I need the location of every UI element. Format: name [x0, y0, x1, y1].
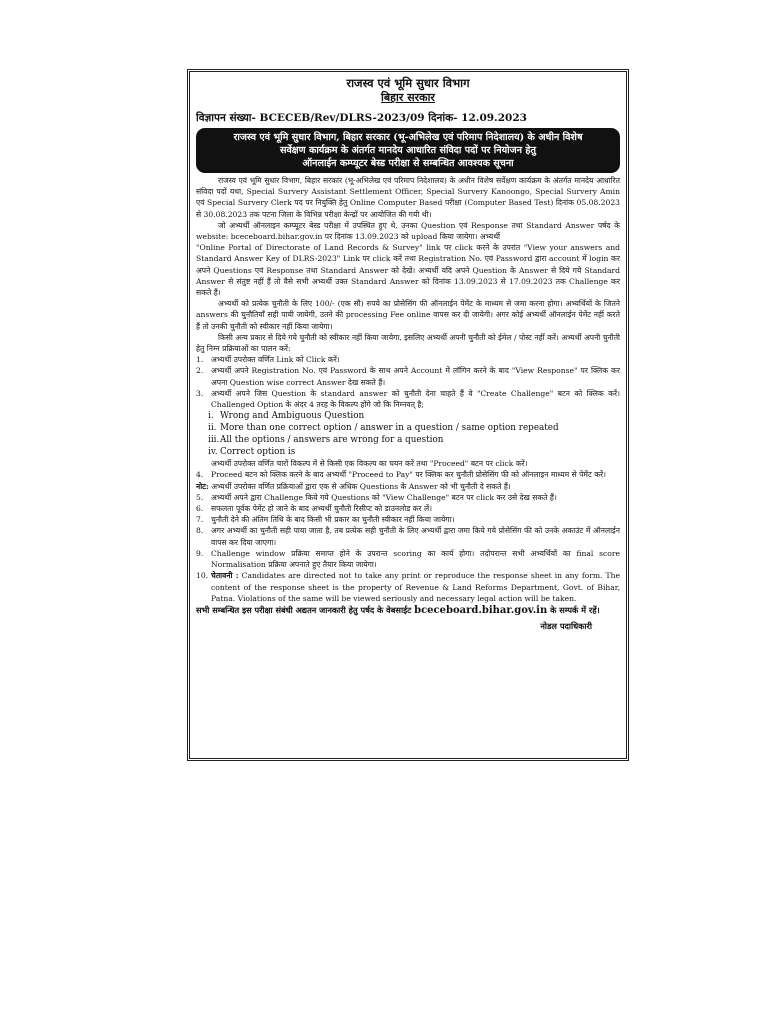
paragraph-processing-fee: अभ्यर्थी को प्रत्येक चुनौती के लिए 100/- (एक सौ) रुपये का प्रोसेसिंग फी ऑनलाईन पेमेंट के माध्यम से जमा करना होगा। अभ्यर्थियों के जितने answers की चुनौतियाँ सही पायी जायेगी, उतने की processing Fee online वापस कर दी जायेगी। अगर कोई अभ्यर्थी ऑनलाईन पेमेंट नहीं करते हैं तो उनकी चुनौती को स्वीकार नहीं किया जायेगा। [196, 299, 620, 331]
list-item: 9. Challenge window प्रक्रिया समाप्त होने के उपरान्त scoring का कार्य होगा। तदोपरान्त सभी अभ्यर्थियों का final score Normalisation प्रक्रिया अपनाते हुए तैयार किया जायेगा। [196, 548, 620, 570]
final-note: सभी सम्बन्धित इस परीक्षा संबंधी अद्यतन जानकारी हेतु पर्षद के वेबसाईट bceceboard.bihar.gov.in के सम्पर्क में रहें। [196, 604, 600, 616]
list-item: 3. अभ्यर्थी अपने जिस Question के standard answer को चुनौती देना चाहते हैं वे "Create Challenge" बटन को क्लिक करें। Challenged Option के अंदर 4 तरह के विकल्प होंगे जो कि निम्नवत् है; [196, 388, 620, 410]
paragraph-challenge-procedure: किसी अन्य प्रकार से दिये गये चुनौती को स्वीकार नहीं किया जायेगा, इसलिए अभ्यर्थी अपनी चुनौती को ईमेल / पोस्ट नहीं करें। अभ्यर्थी अपनी चुनौती हेतु निम्न प्रक्रियाओं का पालन करें: [196, 332, 620, 354]
option-item: iv. Correct option is [208, 447, 296, 458]
steps-list-final [196, 492, 620, 604]
option-item: i. Wrong and Ambiguous Question [208, 411, 365, 422]
paragraph-portal-instructions: "Online Portal of Directorate of Land Records & Survey" link पर click करने के उपरांत "View your answers and Standard Answer Key of DLRS-2023" Link पर click करें तथा Registration No. एवं Password द्वारा account में login कर अपने Questions एवं Response तथा Standard Answer को देखें। अभ्यर्थी यदि अपने Question के Answer से दिये गये Standard Answer से संतुष्ट नहीं हैं तो वैसे सभी अभ्यर्थी उक्त Standard Answer को दिनांक 13.09.2023 से 17.09.2023 तक Challenge कर सकते हैं। [196, 243, 620, 298]
title-line-3: ऑनलाईन कम्प्यूटर बेस्ड परीक्षा से सम्बन्धित आवश्यक सूचना [302, 158, 514, 169]
steps-list-continued [196, 469, 620, 480]
government-name: बिहार सरकार [381, 91, 435, 104]
note-line: नोट: अभ्यर्थी उपरोक्त वर्णित प्रक्रियाओं द्वारा एक से अधिक Questions के Answer को भी चुनौती दे सकते हैं। [196, 481, 511, 491]
department-name: राजस्व एवं भूमि सुधार विभाग [346, 76, 470, 90]
list-item: 4. Proceed बटन को क्लिक करने के बाद अभ्यर्थी "Proceed to Pay" पर क्लिक कर चुनौती प्रोसेसिंग फी को ऑनलाइन माध्यम से पेमेंट करें। [196, 470, 607, 480]
challenge-options [196, 410, 620, 458]
option-item: ii. More than one correct option / answer in a question / same option repeated [208, 423, 559, 434]
title-line-1: राजस्व एवं भूमि सुधार विभाग, बिहार सरकार (भू-अभिलेख एवं परिमाप निदेशालय) के अधीन विशेष [233, 132, 583, 143]
adv-number: BCECEB/Rev/DLRS-2023/09 [259, 112, 425, 124]
notice-document [187, 69, 629, 761]
title-bar [196, 128, 620, 173]
option-item: iii. All the options / answers are wrong for a question [208, 435, 444, 446]
signature: नोडल पदाधिकारी [540, 620, 592, 631]
option-note: अभ्यर्थी उपरोक्त वर्णित चारों विकल्प में से किसी एक विकल्प का चयन करें तथा "Proceed" बटन पर click करें। [211, 459, 528, 469]
website-link: bceceboard.bihar.gov.in [414, 604, 548, 616]
list-item: 6. सफलता पूर्वक पेमेंट हो जाने के बाद अभ्यर्थी चुनौती रिसीप्ट को डाउनलोड कर लें। [196, 504, 433, 514]
adv-date: 12.09.2023 [461, 112, 527, 124]
list-item: 8. अगर अभ्यर्थी का चुनौती सही पाया जाता है, तब प्रत्येक सही चुनौती के लिए अभ्यर्थी द्वारा जमा किये गये प्रोसेसिंग फी को उनके अकाउंट में ऑनलाईन वापस कर दिया जाएगा। [196, 526, 620, 547]
list-item: 2. अभ्यर्थी अपने Registration No. एवं Password के साथ अपने Account में लॉगिन करने के बाद "View Response" पर क्लिक कर अपना Question wise correct Answer देख सकते हैं। [196, 366, 620, 387]
paragraph-intro: राजस्व एवं भूमि सुधार विभाग, बिहार सरकार (भू-अभिलेख एवं परिमाप निदेशालय) के अधीन विशेष सर्वेक्षण कार्यक्रम के अंतर्गत मानदेय आधारित संविदा पदों यथा, Special Survery Assistant Settlement Officer, Special Survery Kanoongo, Special Survery Amin एवं Special Survery Clerk पद पर नियुक्ति हेतु Online Computer Based परीक्षा (Computer Based Test) दिनांक 05.08.2023 से 30.08.2023 तक पटना जिला के विभिन्न परीक्षा केन्द्रों पर आयोजित की गयी थी। [196, 176, 620, 219]
list-item: 1. अभ्यर्थी उपरोक्त वर्णित Link को Click करें। [196, 355, 340, 365]
paragraph-answer-upload: जो अभ्यर्थी ऑनलाइन कम्प्यूटर बेस्ड परीक्षा में उपस्थित हुए थे, उनका Question एवं Response तथा Standard Answer पर्षद के website: bceceboard.bihar.gov.in पर दिनांक 13.09.2023 को upload किया जायेगा। अभ्यर्थी [196, 220, 620, 242]
date-label: दिनांक- [428, 112, 458, 124]
advertisement-line [196, 111, 620, 125]
warning-item: 10. चेतावनी : Candidates are directed not to take any print or reproduce the response sheet in any form. The content of the response sheet is the property of Revenue & Land Reforms Department, Govt. of Bihar, Patna. Violations of the same will be viewed seriously and necessary legal action will be taken. [196, 571, 620, 603]
adv-label: विज्ञापन संख्या- [196, 112, 256, 124]
steps-list [196, 354, 620, 410]
list-item: 5. अभ्यर्थी अपने द्वारा Challenge किये गये Questions को "View Challenge" बटन पर click कर उसे देख सकते हैं। [196, 492, 557, 502]
list-item: 7. चुनौती देने की अंतिम तिथि के बाद किसी भी प्रकार का चुनौती स्वीकार नहीं किया जायेगा। [196, 515, 455, 525]
title-line-2: सर्वेक्षण कार्यक्रम के अंतर्गत मानदेय आधारित संविदा पदों पर नियोजन हेतु [279, 145, 536, 156]
